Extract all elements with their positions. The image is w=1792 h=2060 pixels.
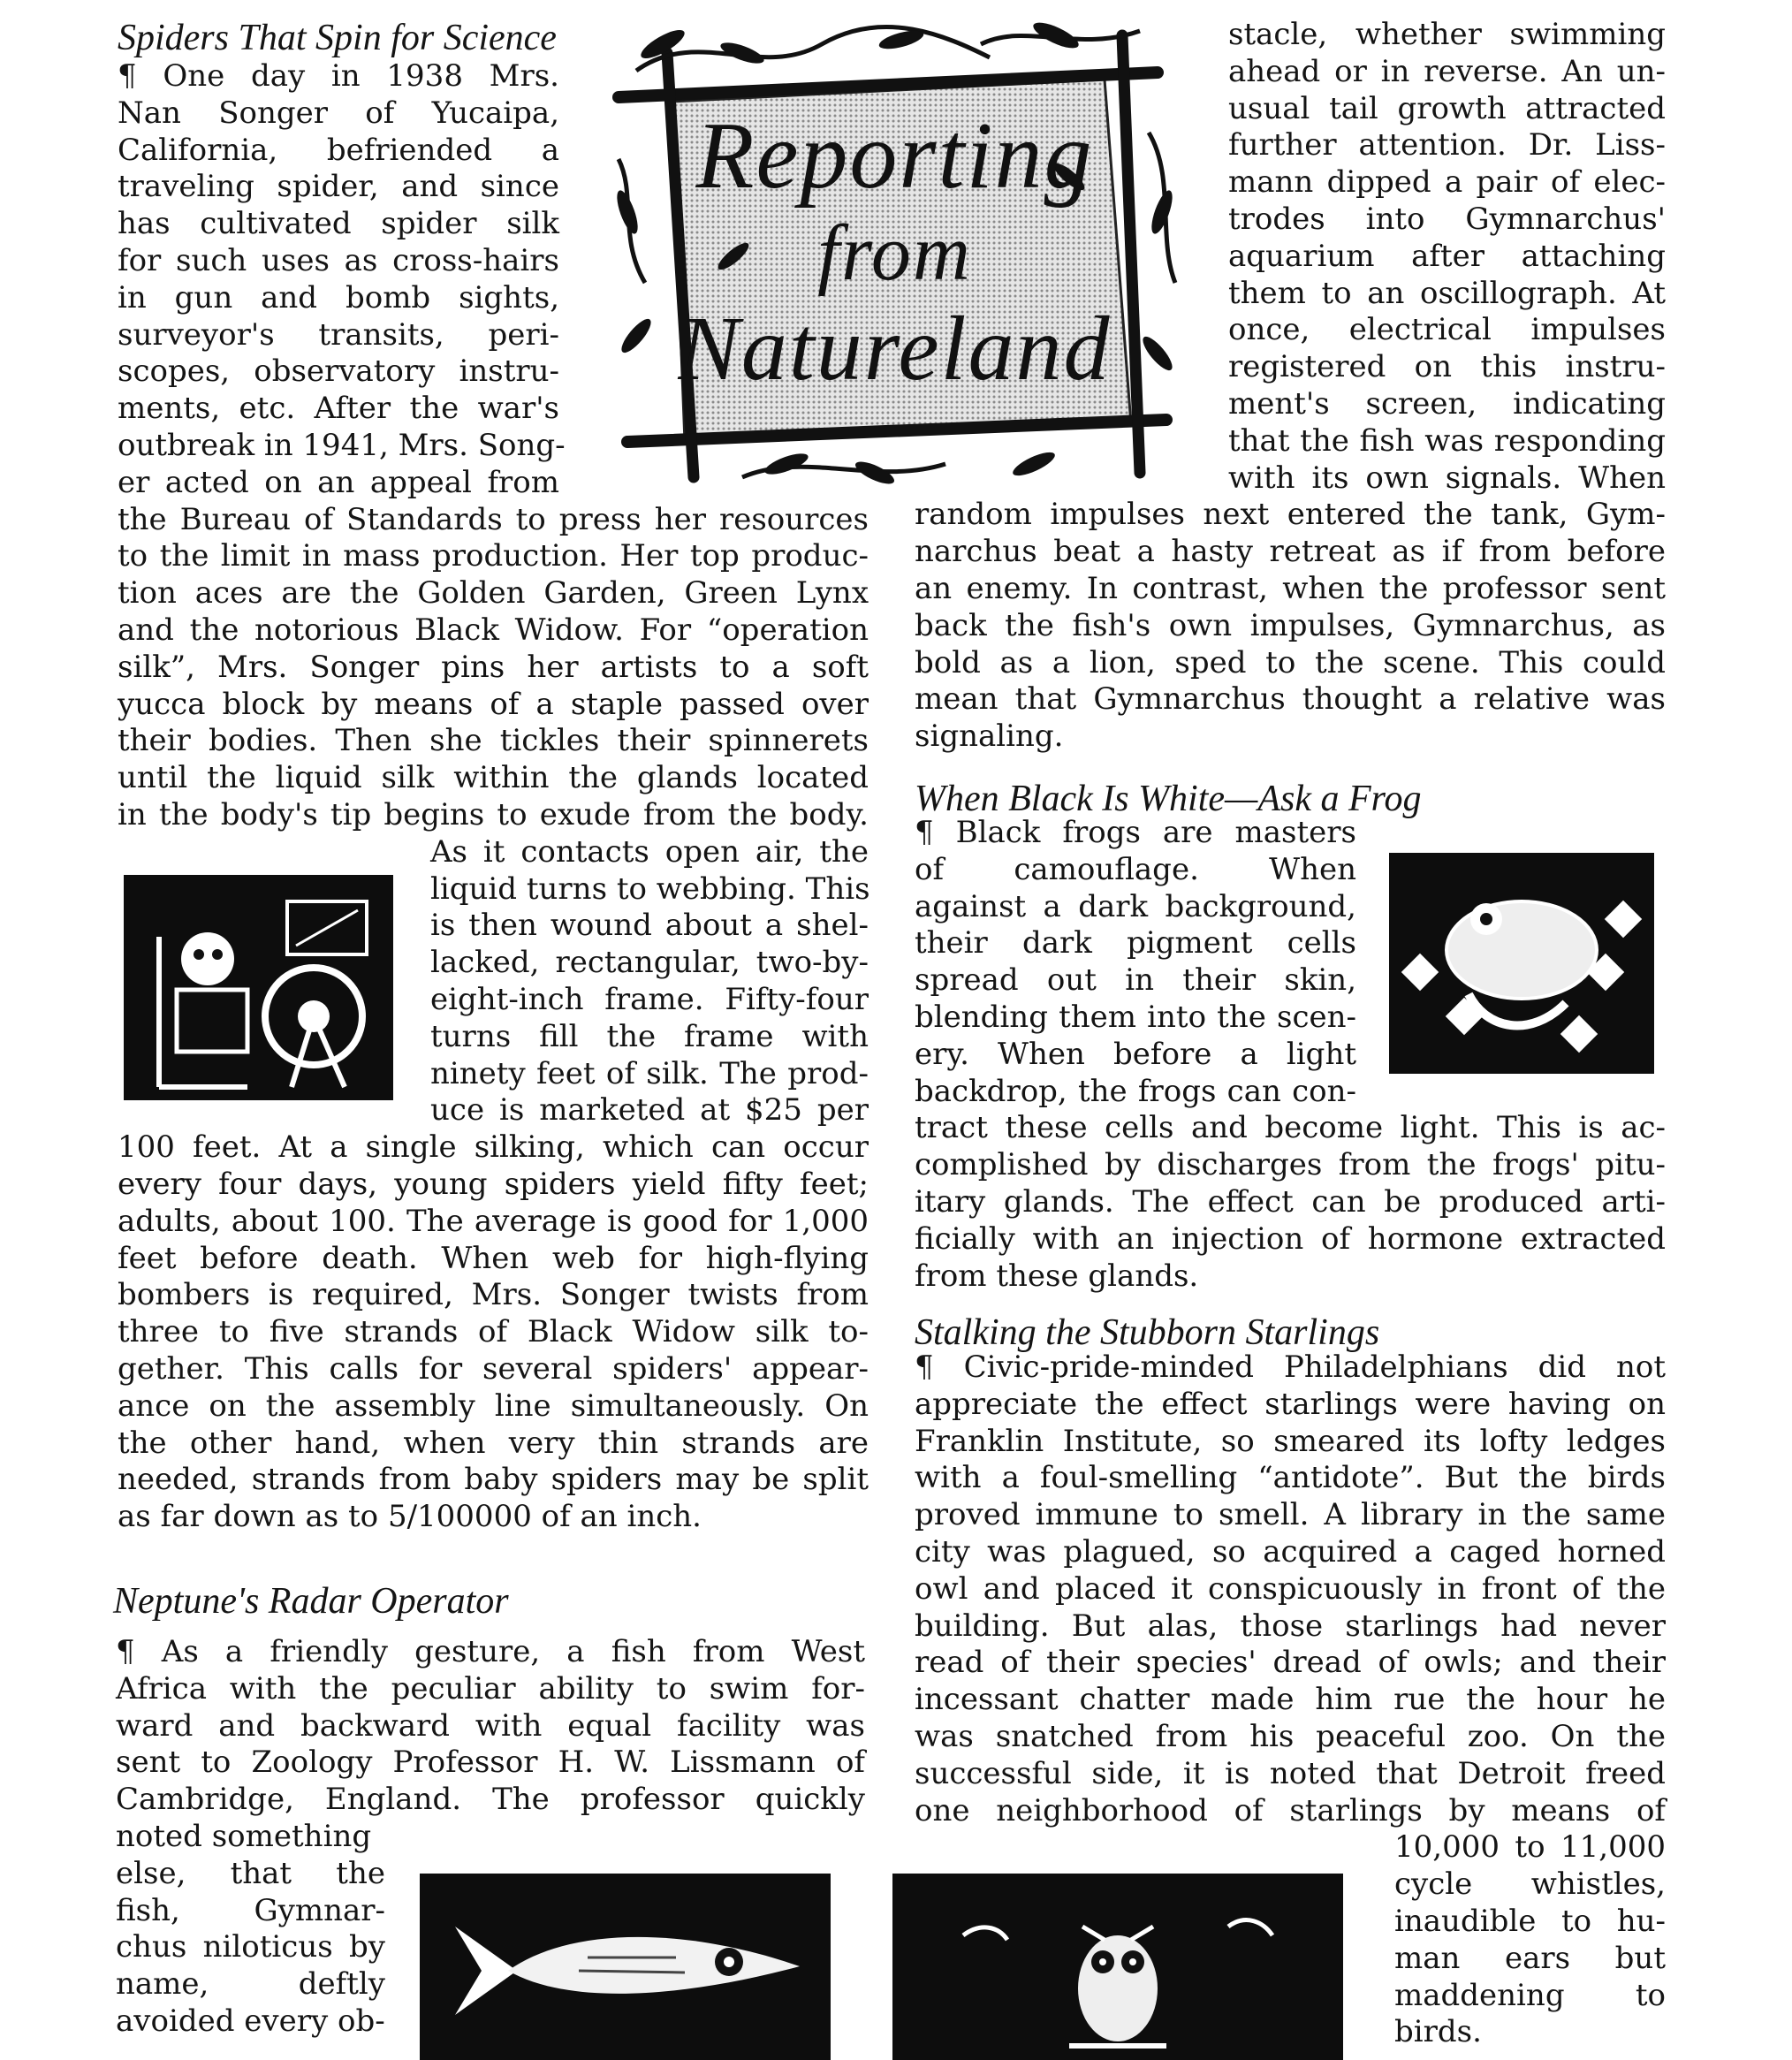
text-line: silk”, Mrs. Songer pins her artists to a soft (118, 650, 869, 685)
text-line: man ears but (1394, 1941, 1666, 1976)
text-line: backdrop, the frogs can con- (915, 1074, 1356, 1109)
frog-icon (1389, 853, 1654, 1074)
text-line: of camouflage. When (915, 852, 1356, 887)
text-line: ¶ Black frogs are masters (915, 815, 1356, 850)
text-line: random impulses next entered the tank, Gym- (915, 497, 1666, 532)
text-line: cycle whistles, (1394, 1866, 1666, 1902)
text-line: incessant chatter made him rue the hour he (915, 1682, 1666, 1717)
text-line: aquarium after attaching (1228, 239, 1666, 274)
text-line: one neighborhood of starlings by means of (915, 1793, 1666, 1828)
reporting-from-natureland-banner (610, 18, 1180, 486)
text-line: 10,000 to 11,000 (1394, 1829, 1666, 1865)
text-line: an enemy. In contrast, when the professor sent (915, 571, 1666, 606)
owl-starlings-illustration (892, 1874, 1343, 2060)
text-line: ward and backward with equal facility was (116, 1708, 865, 1744)
text-line: three to five strands of Black Widow silk to- (118, 1314, 869, 1349)
text-line: chus niloticus by (116, 1929, 385, 1965)
text-line: appreciate the effect starlings were having on (915, 1387, 1666, 1422)
text-line: the Bureau of Standards to press her resources (118, 502, 869, 537)
text-line: mean that Gymnarchus thought a relative was (915, 681, 1666, 717)
text-line: Franklin Institute, so smeared its lofty ledges (915, 1424, 1666, 1459)
text-line: proved immune to smell. A library in the same (915, 1497, 1666, 1532)
text-line: gether. This calls for several spiders' appear- (118, 1351, 869, 1387)
text-line: in gun and bomb sights, (118, 280, 559, 315)
text-line: building. But alas, those starlings had never (915, 1608, 1666, 1644)
text-line: Nan Songer of Yucaipa, (118, 95, 559, 131)
text-line: yucca block by means of a staple passed over (118, 687, 869, 722)
text-line: surveyor's transits, peri- (118, 317, 559, 353)
text-line: narchus beat a hasty retreat as if from before (915, 534, 1666, 569)
text-line: tion aces are the Golden Garden, Green Lynx (118, 575, 869, 611)
text-line: registered on this instru- (1228, 349, 1666, 384)
text-line: outbreak in 1941, Mrs. Song- (118, 428, 566, 463)
text-line: avoided every ob- (116, 2003, 385, 2039)
text-line: successful side, it is noted that Detroit freed (915, 1756, 1666, 1791)
text-line: 100 feet. At a single silking, which can occur (118, 1129, 869, 1165)
text-line: ¶ As a friendly gesture, a fish from West (116, 1634, 865, 1669)
text-line: scopes, observatory instru- (118, 353, 559, 389)
fish-icon (420, 1874, 831, 2060)
text-line: signaling. (915, 718, 1064, 754)
text-line: Cambridge, England. The professor quickly (116, 1782, 865, 1817)
text-line: against a dark background, (915, 889, 1356, 924)
article-heading: Spiders That Spin for Science (118, 18, 557, 58)
frog-checkerboard-illustration (1389, 853, 1654, 1074)
text-line: California, befriended a (118, 133, 559, 168)
text-line: stacle, whether swimming (1228, 17, 1666, 52)
text-line: for such uses as cross-hairs (118, 243, 559, 278)
owl-icon (892, 1874, 1343, 2060)
text-line: er acted on an appeal from (118, 465, 559, 500)
text-line: ery. When before a light (915, 1037, 1356, 1072)
text-line: liquid turns to webbing. This (430, 871, 870, 907)
text-line: birds. (1394, 2014, 1482, 2049)
article-heading: Neptune's Radar Operator (113, 1581, 509, 1622)
text-line: itary glands. The effect can be produced arti- (915, 1184, 1666, 1220)
text-line: in the body's tip begins to exude from the body. (118, 797, 869, 832)
text-line: turns fill the frame with (430, 1019, 869, 1054)
text-line: bold as a lion, sped to the scene. This could (915, 645, 1666, 680)
text-line: complished by discharges from the frogs' pitu- (915, 1147, 1666, 1182)
text-line: trodes into Gymnarchus' (1228, 201, 1666, 237)
text-line: ahead or in reverse. An un- (1228, 54, 1666, 89)
spider-at-wheel-icon (124, 875, 393, 1100)
text-line: else, that the (116, 1856, 385, 1891)
text-line: inaudible to hu- (1394, 1904, 1666, 1939)
text-line: as far down as to 5/100000 of an inch. (118, 1499, 702, 1534)
text-line: with a foul-smelling “antidote”. But the birds (915, 1460, 1666, 1495)
text-line: their dark pigment cells (915, 925, 1356, 961)
text-line: owl and placed it conspicuously in front of the (915, 1571, 1666, 1607)
text-line: ninety feet of silk. The prod- (430, 1056, 869, 1091)
text-line: further attention. Dr. Liss- (1228, 127, 1666, 163)
text-line: read of their species' dread of owls; and their (915, 1645, 1666, 1680)
text-line: mann dipped a pair of elec- (1228, 164, 1666, 200)
text-line: Africa with the peculiar ability to swim for- (116, 1671, 865, 1707)
text-line: uce is marketed at $25 per (430, 1092, 869, 1128)
text-line: once, electrical impulses (1228, 312, 1666, 347)
text-line: from these glands. (915, 1258, 1199, 1294)
text-line: until the liquid silk within the glands located (118, 760, 869, 795)
text-line: lacked, rectangular, two-by- (430, 945, 869, 980)
text-line: tract these cells and become light. This is ac- (915, 1110, 1666, 1145)
text-line: them to an oscillograph. At (1228, 276, 1666, 311)
text-line: was snatched from his peaceful zoo. On the (915, 1719, 1666, 1754)
text-line: blending them into the scen- (915, 1000, 1356, 1035)
text-line: noted something (116, 1819, 372, 1854)
text-line: city was plagued, so acquired a caged horned (915, 1534, 1666, 1570)
text-line: with its own signals. When (1228, 460, 1666, 496)
text-line: eight-inch frame. Fifty-four (430, 982, 869, 1017)
text-line: has cultivated spider silk (118, 206, 559, 241)
banner-word-reporting: Reporting (695, 103, 1094, 209)
text-line: that the fish was responding (1228, 423, 1666, 459)
text-line: their bodies. Then she tickles their spinnerets (118, 723, 869, 758)
gymnarchus-fish-illustration (420, 1874, 831, 2060)
text-line: to the limit in mass production. Her top produc- (118, 538, 869, 574)
text-line: ments, etc. After the war's (118, 391, 559, 426)
text-line: ¶ Civic-pride-minded Philadelphians did not (915, 1349, 1666, 1385)
text-line: needed, strands from baby spiders may be split (118, 1462, 869, 1497)
text-line: maddening to (1394, 1978, 1666, 2013)
text-line: As it contacts open air, the (430, 834, 869, 870)
text-line: adults, about 100. The average is good for 1,000 (118, 1204, 869, 1239)
text-line: spread out in their skin, (915, 962, 1356, 998)
text-line: and the notorious Black Widow. For “operation (118, 612, 869, 648)
spider-spinning-wheel-illustration (124, 875, 393, 1100)
text-line: ment's screen, indicating (1228, 386, 1666, 422)
banner-word-from: from (817, 209, 972, 297)
text-line: bombers is required, Mrs. Songer twists from (118, 1277, 869, 1312)
text-line: sent to Zoology Professor H. W. Lissmann of (116, 1745, 865, 1780)
article-heading: When Black Is White—Ask a Frog (915, 779, 1422, 819)
text-line: back the fish's own impulses, Gymnarchus, as (915, 608, 1666, 643)
text-line: is then wound about a shel- (430, 908, 869, 943)
text-line: usual tail growth attracted (1228, 91, 1666, 126)
text-line: feet before death. When web for high-flying (118, 1241, 869, 1276)
text-line: ¶ One day in 1938 Mrs. (118, 58, 559, 94)
banner-word-natureland: Natureland (678, 298, 1112, 399)
text-line: ficially with an injection of hormone extracted (915, 1221, 1666, 1257)
text-line: name, deftly (116, 1966, 385, 2002)
text-line: fish, Gymnar- (116, 1893, 385, 1928)
text-line: traveling spider, and since (118, 169, 559, 204)
text-line: every four days, young spiders yield fifty feet; (118, 1167, 869, 1202)
article-heading: Stalking the Stubborn Starlings (915, 1312, 1380, 1353)
text-line: ance on the assembly line simultaneously. On (118, 1388, 869, 1424)
text-line: the other hand, when very thin strands are (118, 1425, 869, 1461)
